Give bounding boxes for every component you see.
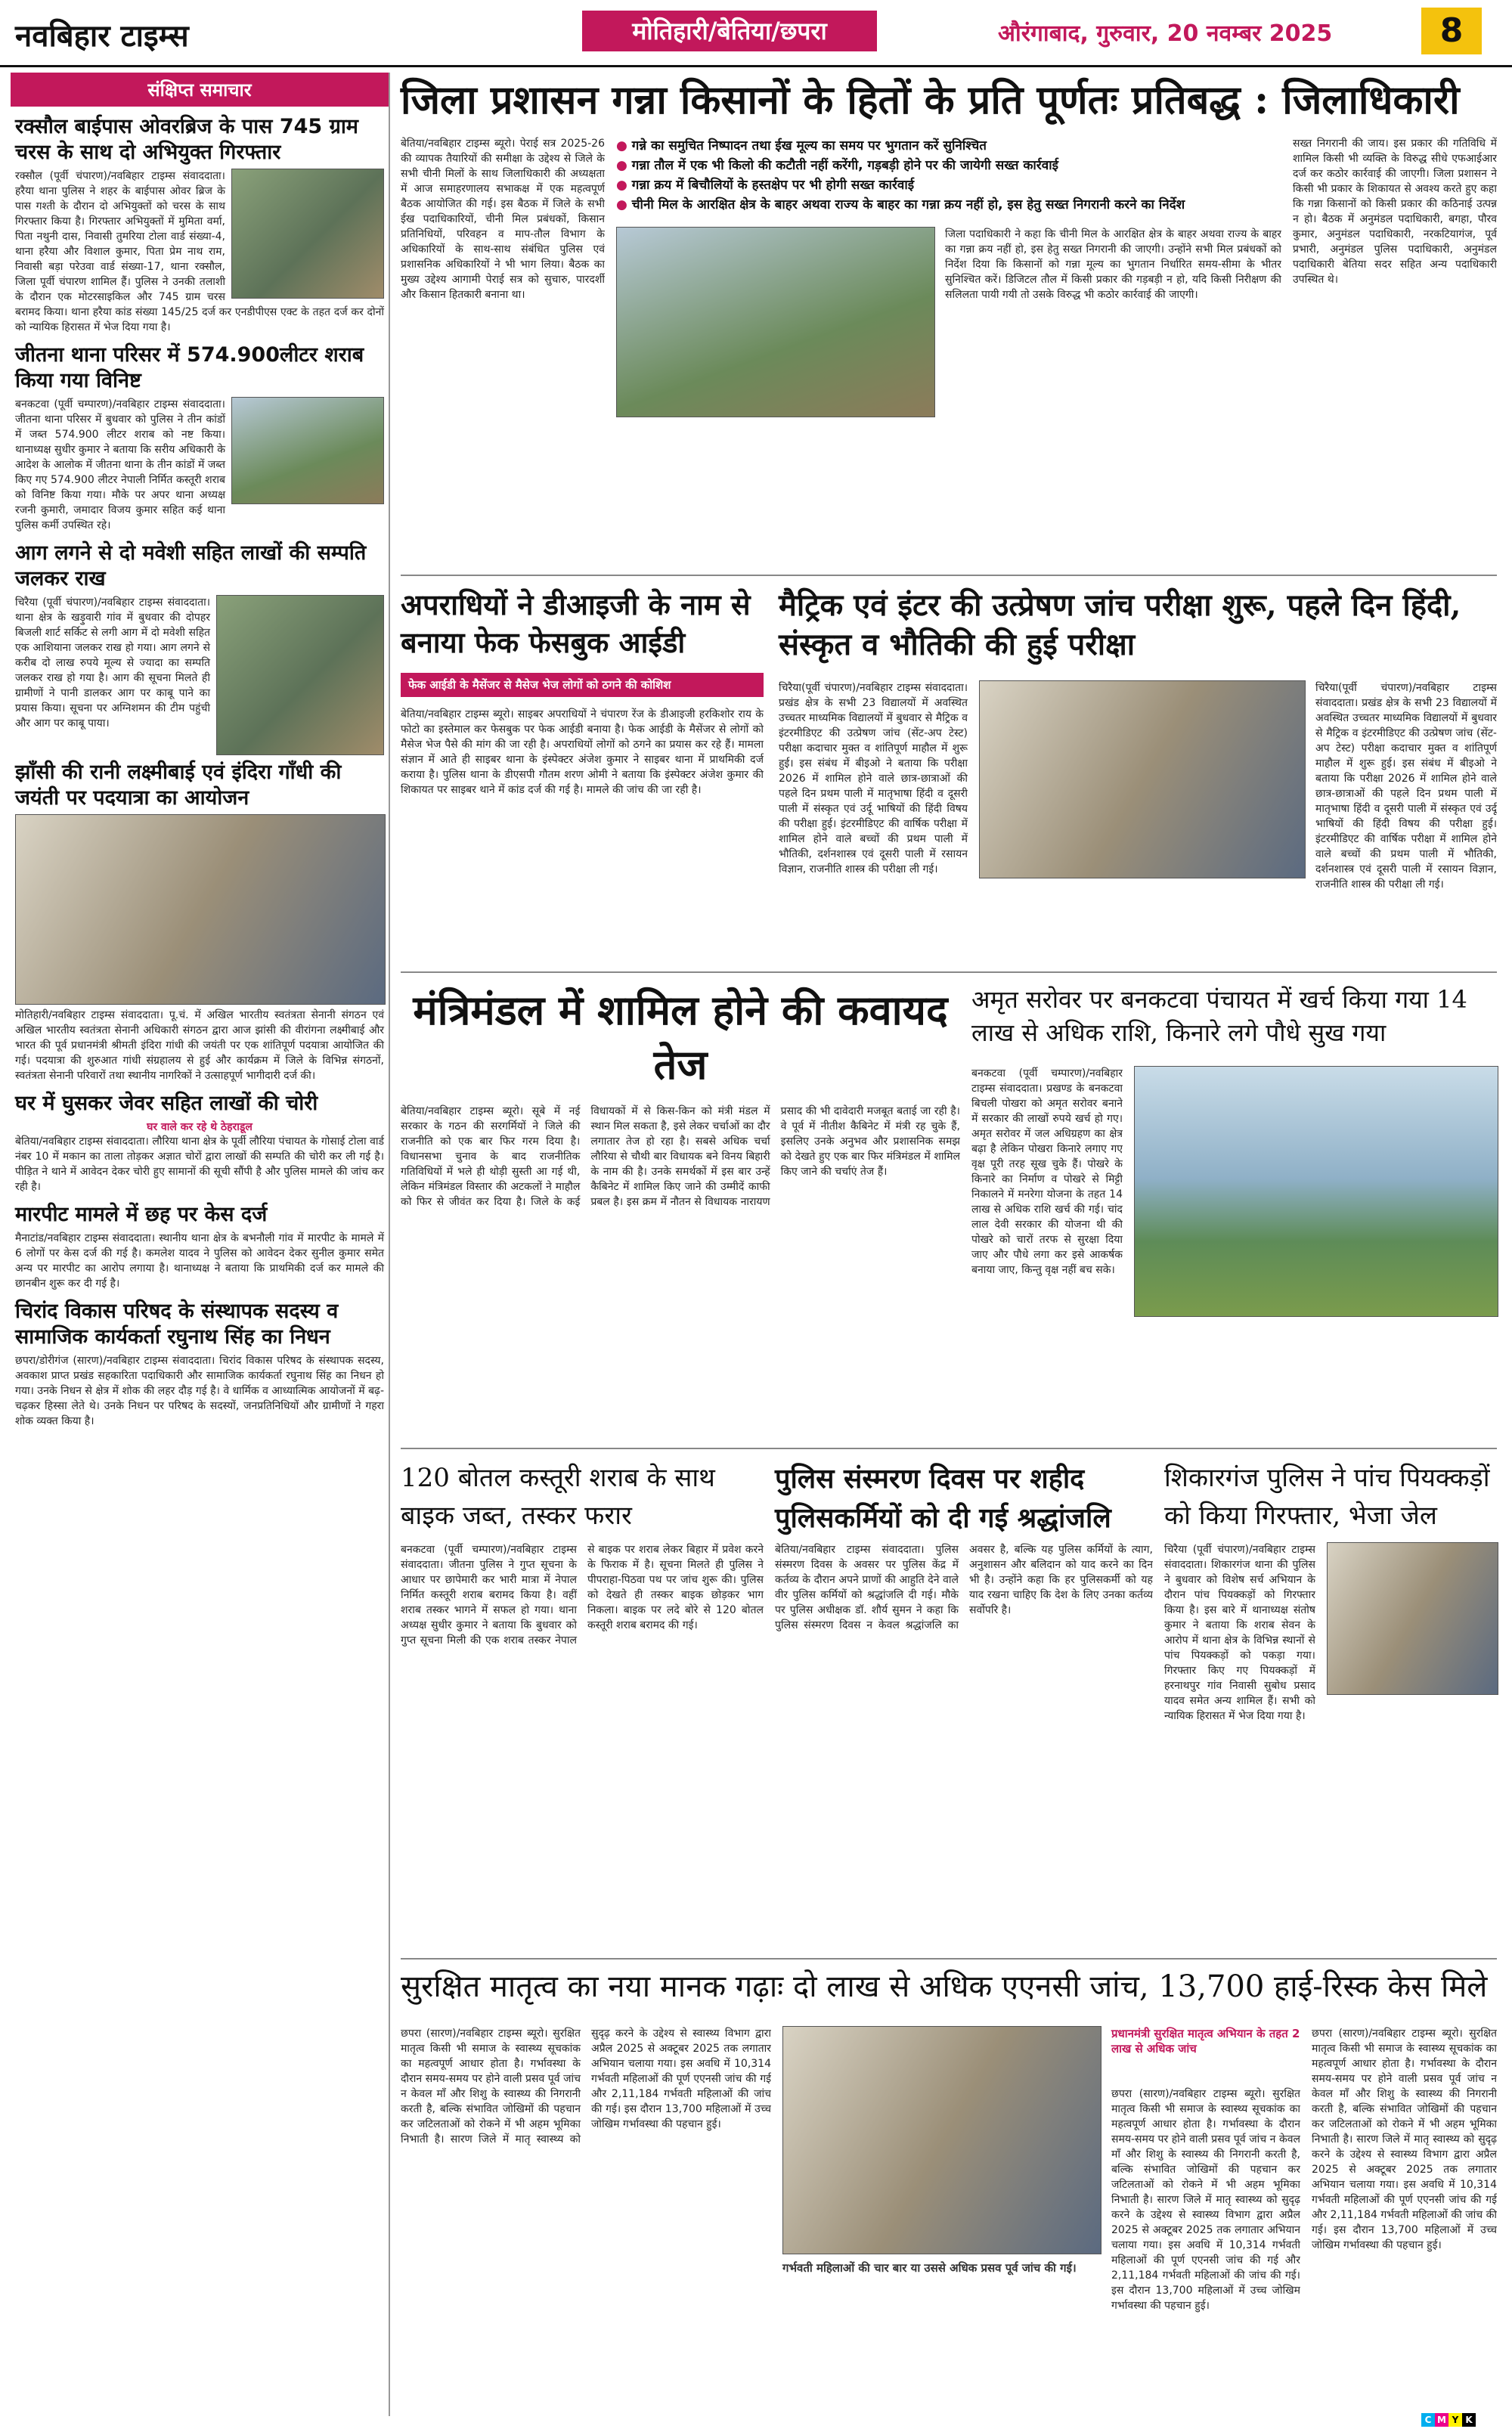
- page-number: 8: [1421, 8, 1482, 54]
- sarovar-body: बनकटवा (पूर्वी चम्पारण)/नवबिहार टाइम्स संवाददाता। प्रखण्ड के बनकटवा बिचली पोखरा को अमृत सरोवर बनाने में सरकार की लाखों रुपये खर्च हो गए। अमृत सरोवर में जल अधिग्रहण का क्षेत्र बढ़ा है लेकिन पोखरा किनारे लगाए गए वृक्ष पूरी तरह सूख चुके हैं। पोखरे के किनारे का निर्माण व पोखरे से मिट्टी निकालने में मनरेगा योजना के तहत 14 लाख से अधिक राशि खर्च की गई। चांद लाल देवी सरकार की योजना थी की पोखरे को चारों तरफ से सुरक्षा दिया जाए और पौधे लगा कर इसे आकर्षक बनाया जाए, किन्तु वृक्ष नहीं बच सके।: [971, 1067, 1123, 1276]
- brief-body: मैनाटांड/नवबिहार टाइम्स संवाददाता। स्थानीय थाना क्षेत्र के बभनौली गांव में मारपीट के मामले में 6 लोगों पर केस दर्ज की गई है। कमलेश यादव ने पुलिस को आवेदन देकर सुनील कुमार समेत अन्य पर मारपीट का आरोप लगाया है। थानाध्यक्ष ने बताया कि प्राथमिकी दर्ज कर मामले की छानबीन शुरू कर दी गई है।: [15, 1232, 384, 1290]
- sidebar-news-brief: [11, 73, 390, 2416]
- sidebar-title: संक्षिप्त समाचार: [11, 73, 389, 107]
- page-header: [0, 0, 1512, 67]
- shikarganj-headline: शिकारगंज पुलिस ने पांच पियक्कड़ों को किया गिरफ्तार, भेजा जेल: [1164, 1463, 1490, 1531]
- lead-body-col1: बेतिया/नवबिहार टाइम्स ब्यूरो। पेराई सत्र 2025-26 की व्यापक तैयारियों की समीक्षा के उद्देश्य से जिले के सभी चीनी मिलों के साथ जिलाधिकारी की अध्यक्षता में आज समाहरणालय सभाकक्ष में एक महत्वपूर्ण बैठक आयोजित की गई। इस बैठक में जिले के सभी ईख पदाधिकारियों, चीनी मिल प्रबंधकों, किसान प्रतिनिधियों, परिवहन व माप-तौल विभाग के अधिकारियों के साथ-साथ संबंधित पुलिस एवं प्रशासनिक अधिकारियों ने भी भाग लिया। बैठक का मुख्य उद्देश्य आगामी पेराई सत्र को सुचारु, पारदर्शी और किसान हितकारी बनाना था।: [401, 138, 605, 301]
- fake-id-headline: अपराधियों ने डीआइजी के नाम से बनाया फेक फेसबुक आईडी: [401, 587, 751, 659]
- police-day-body: बेतिया/नवबिहार टाइम्स संवाददाता। पुलिस संस्मरण दिवस के अवसर पर पुलिस केंद्र में कर्तव्य के दौरान अपने प्राणों की आहुति देने वाले वीर पुलिस कर्मियों को श्रद्धांजलि दी गई। मौके पर पुलिस अधीक्षक डॉ. शौर्य सुमन ने कहा कि पुलिस संस्मरण दिवस न केवल श्रद्धांजलि का अवसर है, बल्कि यह पुलिस कर्मियों के त्याग, अनुशासन और बलिदान को याद करने का दिन भी है। उन्होंने कहा कि हर पुलिसकर्मी को यह याद रखना चाहिए कि देश के लिए उनका कर्तव्य सर्वोपरि है।: [775, 1544, 1153, 1631]
- brief-headline: आग लगने से दो मवेशी सहित लाखों की सम्पति जलकर राख: [15, 541, 367, 590]
- arrest-photo: [231, 169, 384, 299]
- brief-headline: जीतना थाना परिसर में 574.900लीटर शराब किया गया विनिष्ट: [15, 343, 364, 392]
- health-camp-photo: [782, 2026, 1101, 2254]
- maternity-body-col3: छपरा (सारण)/नवबिहार टाइम्स ब्यूरो। सुरक्षित मातृत्व किसी भी समाज के स्वास्थ्य सूचकांक का महत्वपूर्ण आधार होता है। गर्भावस्था के दौरान समय-समय पर होने वाली प्रसव पूर्व जांच न केवल माँ और शिशु के स्वास्थ्य की निगरानी करती है, बल्कि संभावित जोखिमों की पहचान कर जटिलताओं को रोकने में भी अहम भूमिका निभाती है। सारण जिले में मातृ स्वास्थ्य को सुदृढ़ करने के उद्देश्य से स्वास्थ्य विभाग द्वारा अप्रैल 2025 से अक्टूबर 2025 तक लगातार अभियान चलाया गया। इस अवधि में 10,314 गर्भवती महिलाओं की पूर्ण एएनसी जांच की गई और 2,11,184 गर्भवती महिलाओं की जांच की गई। इस दौरान 13,700 महिलाओं में उच्च जोखिम गर्भावस्था की पहचान हुई।: [1312, 2028, 1497, 2251]
- divider: [401, 575, 1497, 576]
- cmyk-k: K: [1462, 2413, 1476, 2427]
- brief-headline: घर में घुसकर जेवर सहित लाखों की चोरी: [15, 1092, 318, 1115]
- cabinet-body: बेतिया/नवबिहार टाइम्स ब्यूरो। सूबे में नई सरकार के गठन की सरगर्मियों ने जिले की राजनीति को एक बार फिर गरम दिया है। विधानसभा चुनाव के बाद राजनीतिक गतिविधियों में भले ही थोड़ी सुस्ती आ गई थी, लेकिन मंत्रिमंडल विस्तार की अटकलों ने माहौल को फिर से जीवंत कर दिया है। जिले के कई विधायकों में से किस-किन को मंत्री मंडल में स्थान मिल सकता है, इसे लेकर चर्चाओं का दौर लगातार तेज हो रहा है। सबसे अधिक चर्चा लौरिया से चौथी बार विधायक बने विनय बिहारी के नाम की है। उनके समर्थकों में इस बार उन्हें कैबिनेट में शामिल किए जाने की उम्मीदें काफी प्रबल है। इस क्रम में नौतन से विधायक नारायण प्रसाद की भी दावेदारी मजबूत बताई जा रही है। वे पूर्व में नीतीश कैबिनेट में मंत्री रह चुके हैं, इसलिए उनके अनुभव और प्रशासनिक समझ को देखते हुए एक बार फिर मंत्रिमंडल में शामिल किए जाने की चर्चाएं तेज हैं।: [401, 1105, 960, 1208]
- cabinet-headline: मंत्रिमंडल में शामिल होने की कवायद तेज: [413, 986, 948, 1089]
- region-label: मोतिहारी/बेतिया/छपरा: [582, 11, 877, 51]
- brief-body: रक्सौल (पूर्वी चंपारण)/नवबिहार टाइम्स संवाददाता। हरैया थाना पुलिस ने शहर के बाईपास ओवर ब्रिज के पास गश्ती के दौरान दो अभियुक्तों को चरस के साथ गिरफ्तार किया है। गिरफ्तार अभियुक्तों में मुमिता वर्मा, पिता नथुनी दास, निवासी तुमरिया टोला वार्ड संख्या-4, थाना हरैया और विशाल कुमार, पिता प्रेम नाथ राम, निवासी बड़ा परेउवा वार्ड संख्या-17, थाना रक्सौल, जिला पूर्वी चंपारण शामिल हैं। पुलिस ने उनकी तलाशी के दौरान एक मोटरसाइकिल और 745 ग्राम चरस बरामद किया। थाना हरैया कांड संख्या 145/25 दर्ज कर एनडीपीएस एक्ट के तहत दर्ज कर दोनों को न्यायिक हिरासत में भेज दिया गया है।: [15, 170, 384, 333]
- lead-headline: जिला प्रशासन गन्ना किसानों के हितों के प्रति पूर्णतः प्रतिबद्ध : जिलाधिकारी: [401, 77, 1460, 123]
- cmyk-registration-mark: [1421, 2412, 1476, 2427]
- brief-story: [11, 342, 389, 533]
- fire-photo: [216, 595, 384, 755]
- liquor-destruction-photo: [231, 397, 384, 504]
- photo-caption: गर्भवती महिलाओं की चार बार या उससे अधिक प्रसव पूर्व जांच की गई।: [782, 2261, 1077, 2275]
- liquor-body: बनकटवा (पूर्वी चम्पारण)/नवबिहार टाइम्स संवाददाता। जीतना पुलिस ने गुप्त सूचना के आधार पर छापेमारी कर भारी मात्रा में नेपाल निर्मित कस्तूरी शराब बरामद किया है। वहीं शराब तस्कर भागने में सफल हो गया। थाना अध्यक्ष सुधीर कुमार ने बताया कि बुधवार को गुप्त सूचना मिली की एक शराब तस्कर नेपाल से बाइक पर शराब लेकर बिहार में प्रवेश करने के फिराक में है। सूचना मिलते ही पुलिस ने पीपराहा-पिठवा पथ पर जांच शुरू की। पुलिस को देखते ही तस्कर बाइक छोड़कर भाग निकला। बाइक पर लदे बोरे से 120 बोतल कस्तूरी शराब बरामद की गई।: [401, 1544, 764, 1647]
- brief-headline: झाँसी की रानी लक्ष्मीबाई एवं इंदिरा गाँधी की जयंती पर पदयात्रा का आयोजन: [15, 761, 342, 810]
- maternity-body-col2: छपरा (सारण)/नवबिहार टाइम्स ब्यूरो। सुरक्षित मातृत्व किसी भी समाज के स्वास्थ्य सूचकांक का महत्वपूर्ण आधार होता है। गर्भावस्था के दौरान समय-समय पर होने वाली प्रसव पूर्व जांच न केवल माँ और शिशु के स्वास्थ्य की निगरानी करती है, बल्कि संभावित जोखिमों की पहचान कर जटिलताओं को रोकने में भी अहम भूमिका निभाती है। सारण जिले में मातृ स्वास्थ्य को सुदृढ़ करने के उद्देश्य से स्वास्थ्य विभाग द्वारा अप्रैल 2025 से अक्टूबर 2025 तक लगातार अभियान चलाया गया। इस अवधि में 10,314 गर्भवती महिलाओं की पूर्ण एएनसी जांच की गई और 2,11,184 गर्भवती महिलाओं की जांच की गई। इस दौरान 13,700 महिलाओं में उच्च जोखिम गर्भावस्था की पहचान हुई।: [1111, 2088, 1300, 2312]
- lead-bullets: [616, 136, 1281, 215]
- maternity-headline: सुरक्षित मातृत्व का नया मानक गढ़ाः दो लाख से अधिक एएनसी जांच, 13,700 हाई-रिस्क केस मिले: [401, 1969, 1488, 2004]
- sarovar-headline: अमृत सरोवर पर बनकटवा पंचायत में खर्च किया गया 14 लाख से अधिक राशि, किनारे लगे पौधे सुख गया: [971, 985, 1467, 1047]
- brief-subhead: घर वाले कर रहे थे ठेहराडूल: [147, 1121, 253, 1133]
- lead-bullet: ● गन्ना तौल में एक भी किलो की कटौती नहीं करेंगी, गड़बड़ी होने पर की जायेगी सख्त कार्रवाई: [616, 156, 1281, 175]
- liquor-headline: 120 बोतल कस्तूरी शराब के साथ बाइक जब्त, तस्कर फरार: [401, 1463, 715, 1531]
- brief-headline: चिरांद विकास परिषद के संस्थापक सदस्य व सामाजिक कार्यकर्ता रघुनाथ सिंह का निधन: [15, 1300, 339, 1349]
- exam-headline: मैट्रिक एवं इंटर की उत्प्रेषण जांच परीक्षा शुरू, पहले दिन हिंदी, संस्कृत व भौतिकी की हुई परीक्षा: [779, 587, 1461, 662]
- brief-headline: मारपीट मामले में छह पर केस दर्ज: [15, 1203, 268, 1226]
- padyatra-photo: [15, 814, 386, 1005]
- shikarganj-body: चिरैया (पूर्वी चंपारण)/नवबिहार टाइम्स संवाददाता। शिकारगंज थाना की पुलिस ने बुधवार को विशेष सर्च अभियान के दौरान पांच पियक्कड़ों को गिरफ्तार किया है। इस बारे में थानाध्यक्ष संतोष कुमार ने बताया कि शराब सेवन के आरोप में थाना क्षेत्र के विभिन्न स्थानों से पांच पियक्कड़ों को पकड़ा गया। गिरफ्तार किए गए पियक्कड़ों में हरनाथपुर गांव निवासी सुबोध प्रसाद यादव समेत अन्य शामिल हैं। सभी को न्यायिक हिरासत में भेज दिया गया है।: [1164, 1544, 1315, 1722]
- brief-body: मोतिहारी/नवबिहार टाइम्स संवाददाता। पू.चं. में अखिल भारतीय स्वतंत्रता सेनानी संगठन एवं अखिल भारतीय स्वतंत्रता सेनानी अधिकारी संगठन द्वारा आज झांसी की वीरांगना लक्ष्मीबाई और भारत की पूर्व प्रधानमंत्री श्रीमती इंदिरा गांधी की जयंती पर एक शांतिपूर्ण पदयात्रा आयोजित की गई। पदयात्रा की शुरुआत गांधी संग्रहालय से हुई और कार्यक्रम में जिले के विभिन्न संगठनों, स्वतंत्रता सेनानी परिवारों तथा स्थानीय नागरिकों ने उत्साहपूर्ण भागीदारी दर्ज की।: [15, 1009, 384, 1082]
- exam-hall-photo: [979, 680, 1306, 878]
- masthead: नवबिहार टाइम्स: [15, 18, 189, 54]
- brief-story: [11, 114, 389, 335]
- brief-story: [11, 1091, 389, 1194]
- lead-body-col2: जिला पदाधिकारी ने कहा कि चीनी मिल के आरक्षित क्षेत्र के बाहर अथवा राज्य के बाहर का गन्ना क्रय नहीं हो, इस हेतु सख्त निगरानी की जाएगी। उन्होंने सभी मिल प्रबंधकों को निर्देश दिया कि किसानों को गन्ना मूल्य का भुगतान निर्धारित समय-सीमा के भीतर सुनिश्चित करें। डिजिटल तौल में किसी प्रकार की गड़बड़ी न हो, यदि किसी निरीक्षण की सलिलता पायी गयी तो उसके विरुद्ध भी कठोर कार्रवाई की जाएगी।: [945, 228, 1281, 301]
- fake-id-body: बेतिया/नवबिहार टाइम्स ब्यूरो। साइबर अपराधियों ने चंपारण रेंज के डीआइजी हरकिशोर राय के फोटो का इस्तेमाल कर फेसबुक पर फेक आईडी बनाया है। फेक आईडी के मैसेंजर से लोगों को मैसेज भेज पैसे की मांग की जा रही है। अपराधियों लोगों को ठगने का प्रयास कर रहे हैं। मामला संज्ञान में आते ही साइबर थाना के इंस्पेक्टर अंजेश कुमार ने साइबर थाना में प्राथमिकी दर्ज कराया है। पुलिस थाना के डीएसपी गौतम शरण ओमी ने बताया कि इंस्पेक्टर अंजेश कुमार की शिकायत पर साइबर थाने में कांड दर्ज की गई है। मामले की जांच की जा रही है।: [401, 708, 764, 796]
- brief-body: बेतिया/नवबिहार टाइम्स संवाददाता। लौरिया थाना क्षेत्र के पूर्वी लौरिया पंचायत के गोसाई टोला वार्ड नंबर 10 में मकान का ताला तोड़कर अज्ञात चोरों द्वारा लाखों की सम्पति की चोरी कर ली गई है। पीड़ित ने थाने में आवेदन देकर चोरी हुए सामानों की सूची सौंपी है और पुलिस मामले की जांच कर रही है।: [15, 1135, 384, 1193]
- cmyk-m: M: [1435, 2413, 1448, 2427]
- brief-body: चिरैया (पूर्वी चंपारण)/नवबिहार टाइम्स संवाददाता। थाना क्षेत्र के खड़ुवारी गांव में बुधवार की दोपहर बिजली शार्ट सर्किट से लगी आग में दो मवेशी सहित एक आशियाना जलकर राख हो गया। आग लगने से करीब दो लाख रुपये मूल्य से ज्यादा का सम्पति जलकर राख हो गया है। आग की सूचना मिलते ही ग्रामीणों ने पानी डालकर आग पर काबू पाने का प्रयास किया। सूचना पर अग्निशमन की टीम पहुंची और आग पर काबू पाया।: [15, 596, 210, 730]
- divider: [401, 1958, 1497, 1960]
- brief-body: बनकटवा (पूर्वी चम्पारण)/नवबिहार टाइम्स संवाददाता। जीतना थाना परिसर में बुधवार को पुलिस ने तीन कांडों में जब्त 574.900 लीटर शराब को नष्ट किया। थानाध्यक्ष सुधीर कुमार ने बताया कि सरीय अधिकारी के आदेश के आलोक में जीतना थाना के तीन कांडों में जब्त किए गए 574.900 लीटर नेपाली निर्मित कस्तूरी शराब को विनिष्ट किया गया। मौके पर अपर थाना अध्यक्ष रजनी कुमारी, जमादार विजय कुमार सहित कई थाना पुलिस कर्मी उपस्थित रहे।: [15, 398, 225, 531]
- exam-body-col2: चिरैया(पूर्वी चंपारण)/नवबिहार टाइम्स संवाददाता। प्रखंड क्षेत्र के सभी 23 विद्यालयों में अवस्थित उच्चतर माध्यमिक विद्यालयों में बुधवार से मैट्रिक व इंटरमीडिएट की उत्प्रेषण जांच (सेंट-अप टेस्ट) परीक्षा कदाचार मुक्त व शांतिपूर्ण माहौल में शुरू हुई। इस संबंध में बीइओ ने बताया कि परीक्षा 2026 में शामिल होने वाले छात्र-छात्राओं की पहले दिन प्रथम पाली में मातृभाषा हिंदी व दूसरी पाली में संस्कृत एवं उर्दू भाषियों की हिंदी विषय की परीक्षा हुई। इंटरमीडिएट की वार्षिक परीक्षा में शामिल होने वाले बच्चों की प्रथम पाली में भौतिकी, दर्शनशास्त्र एवं दूसरी पाली में रसायन विज्ञान, राजनीति शास्त्र की परीक्षा ली गई।: [1315, 682, 1497, 891]
- lead-bullet: ● गन्ना क्रय में बिचौलियों के हस्तक्षेप पर भी होगी सख्त कार्रवाई: [616, 175, 1281, 195]
- brief-story: [11, 760, 389, 1083]
- police-day-headline: पुलिस संस्मरण दिवस पर शहीद पुलिसकर्मियों को दी गई श्रद्धांजलि: [775, 1463, 1111, 1534]
- brief-story: [11, 541, 389, 731]
- cmyk-y: Y: [1448, 2413, 1462, 2427]
- exam-body-col1: चिरैया(पूर्वी चंपारण)/नवबिहार टाइम्स संवाददाता। प्रखंड क्षेत्र के सभी 23 विद्यालयों में अवस्थित उच्चतर माध्यमिक विद्यालयों में बुधवार से मैट्रिक व इंटरमीडिएट की उत्प्रेषण जांच (सेंट-अप टेस्ट) परीक्षा कदाचार मुक्त व शांतिपूर्ण माहौल में शुरू हुई। इस संबंध में बीइओ ने बताया कि परीक्षा 2026 में शामिल होने वाले छात्र-छात्राओं की पहले दिन प्रथम पाली में मातृभाषा हिंदी व दूसरी पाली में संस्कृत एवं उर्दू भाषियों की हिंदी विषय की परीक्षा हुई। इंटरमीडिएट की वार्षिक परीक्षा में शामिल होने वाले बच्चों की प्रथम पाली में भौतिकी, दर्शनशास्त्र एवं दूसरी पाली में रसायन विज्ञान, राजनीति शास्त्र की परीक्षा ली गई।: [779, 682, 968, 875]
- lead-bullet: ● चीनी मिल के आरक्षित क्षेत्र के बाहर अथवा राज्य के बाहर का गन्ना क्रय नहीं हो, इस हेतु सख्त निगरानी करने का निर्देश: [616, 195, 1281, 215]
- cmyk-c: C: [1421, 2413, 1435, 2427]
- fake-id-strap: फेक आईडी के मैसेंजर से मैसेज भेज लोगों को ठगने की कोशिश: [401, 673, 764, 697]
- lead-body-col3: सख्त निगरानी की जाय। इस प्रकार की गतिविधि में शामिल किसी भी व्यक्ति के विरुद्ध सीधे एफआईआर दर्ज कर कठोर कार्रवाई की जाएगी। जिला प्रशासन ने किसी भी प्रकार के शिकायत से अवश्य करते हुए कहा कि गन्ना किसानों को किसी प्रकार की कठिनाई उत्पन्न न हो। बैठक में अनुमंडल पदाधिकारी, बगहा, पौरव कुमार, अनुमंडल पदाधिकारी, नरकटियागंज, पूर्व प्रभारी, अनुमंडल पुलिस पदाधिकारी, अनुमंडल पदाधिकारी बेतिया सदर सहित अन्य पदाधिकारी उपस्थित थे।: [1293, 138, 1497, 286]
- brief-headline: रक्सौल बाईपास ओवरब्रिज के पास 745 ग्राम चरस के साथ दो अभियुक्त गिरफ्तार: [15, 115, 358, 164]
- brief-story: [11, 1299, 389, 1429]
- sugarcane-field-photo: [616, 227, 935, 417]
- pond-photo: [1134, 1066, 1498, 1317]
- brief-body: छपरा/डोरीगंज (सारण)/नवबिहार टाइम्स संवाददाता। चिरांद विकास परिषद के संस्थापक सदस्य, अवकाश प्राप्त प्रखंड सहकारिता पदाधिकारी और सामाजिक कार्यकर्ता रघुनाथ सिंह का निधन हो गया। उनके निधन से क्षेत्र में शोक की लहर दौड़ गई है। वे धार्मिक व आध्यात्मिक आयोजनों में बढ़-चढ़कर हिस्सा लेते थे। उनके निधन पर परिषद के सदस्यों, जनप्रतिनिधियों और ग्रामीणों ने गहरा शोक व्यक्त किया है।: [15, 1355, 384, 1427]
- divider: [401, 971, 1497, 973]
- arrested-men-photo: [1327, 1542, 1498, 1695]
- brief-story: [11, 1202, 389, 1291]
- date-line: औरंगाबाद, गुरुवार, 20 नवम्बर 2025: [998, 20, 1333, 47]
- lead-bullet: ● गन्ने का समुचित निष्पादन तथा ईख मूल्य का समय पर भुगतान करें सुनिश्चित: [616, 136, 1281, 156]
- divider: [401, 1448, 1497, 1449]
- maternity-body-col1: छपरा (सारण)/नवबिहार टाइम्स ब्यूरो। सुरक्षित मातृत्व किसी भी समाज के स्वास्थ्य सूचकांक का महत्वपूर्ण आधार होता है। गर्भावस्था के दौरान समय-समय पर होने वाली प्रसव पूर्व जांच न केवल माँ और शिशु के स्वास्थ्य की निगरानी करती है, बल्कि संभावित जोखिमों की पहचान कर जटिलताओं को रोकने में भी अहम भूमिका निभाती है। सारण जिले में मातृ स्वास्थ्य को सुदृढ़ करने के उद्देश्य से स्वास्थ्य विभाग द्वारा अप्रैल 2025 से अक्टूबर 2025 तक लगातार अभियान चलाया गया। इस अवधि में 10,314 गर्भवती महिलाओं की पूर्ण एएनसी जांच की गई और 2,11,184 गर्भवती महिलाओं की जांच की गई। इस दौरान 13,700 महिलाओं में उच्च जोखिम गर्भावस्था की पहचान हुई।: [401, 2028, 771, 2145]
- maternity-sidehead: प्रधानमंत्री सुरक्षित मातृत्व अभियान के तहत 2 लाख से अधिक जांच: [1111, 2027, 1300, 2056]
